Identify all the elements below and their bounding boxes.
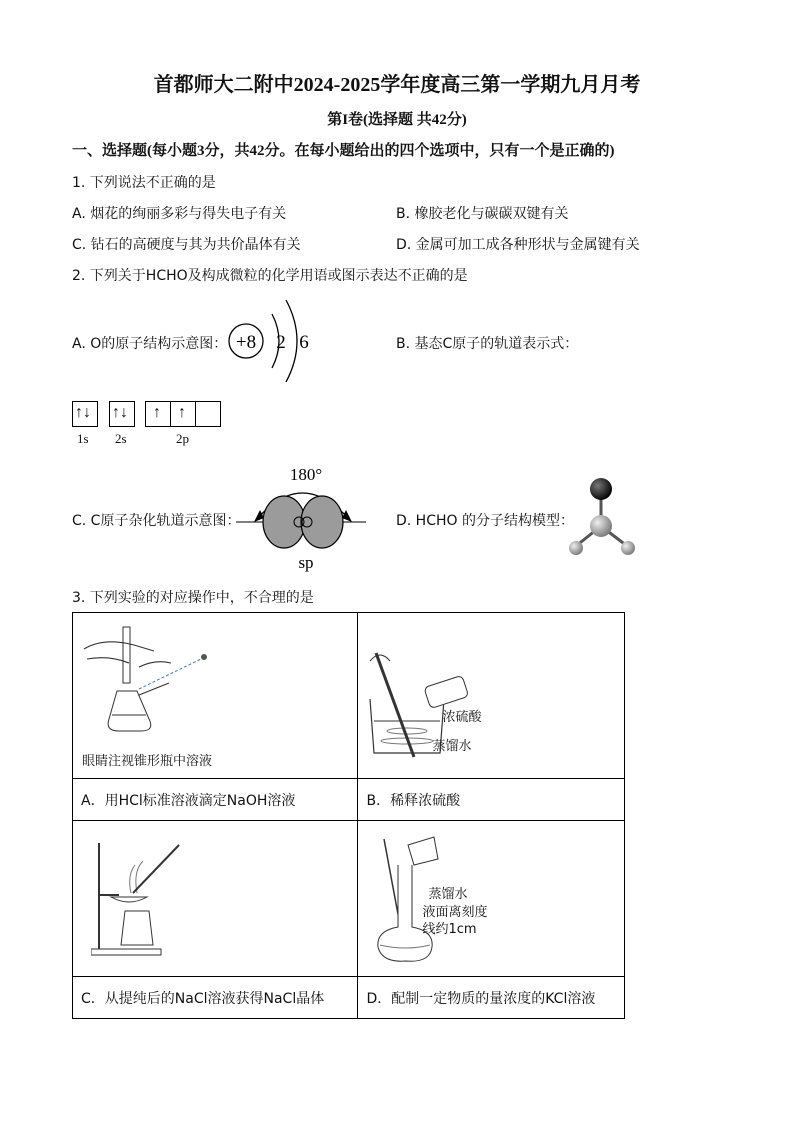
cell-d-note-1cm: 线约1cm [422, 922, 477, 937]
question-2-option-b: B. 基态C原子的轨道表示式： [396, 336, 579, 352]
evaporation-illustration [91, 835, 201, 960]
question-1-stem: 1. 下列说法不正确的是 [72, 175, 216, 191]
sp-hybrid-orbital-diagram [236, 458, 366, 573]
orbital-box-1s: ↑↓ [72, 401, 98, 427]
question-2-option-a: A. O的原子结构示意图： [72, 336, 228, 352]
question-3-stem: 3. 下列实验的对应操作中，不合理的是 [72, 590, 314, 606]
question-1-option-b: B. 橡胶老化与碳碳双键有关 [396, 206, 569, 222]
section-instructions: 一、选择题(每小题3分，共42分。在每小题给出的四个选项中，只有一个是正确的) [72, 143, 615, 159]
shell-2-electrons: 6 [299, 332, 309, 353]
angle-label: 180° [289, 465, 323, 484]
cell-b-image [358, 613, 625, 779]
hcho-molecule-model [564, 474, 640, 558]
orbital-box-2p-3 [195, 401, 221, 427]
label-2s: 2s [115, 431, 127, 446]
question-2-option-c: C. C原子杂化轨道示意图： [72, 513, 241, 529]
hydrogen-atom [569, 541, 583, 555]
question-1-option-c: C. 钻石的高硬度与其为共价晶体有关 [72, 237, 301, 253]
oxygen-atom [590, 478, 612, 500]
cell-d-note-level: 液面离刻度 [422, 905, 488, 920]
cell-a-caption: A．用HCl标准溶液滴定NaOH溶液 [73, 779, 358, 821]
question-1-option-d: D. 金属可加工成各种形状与金属键有关 [396, 237, 640, 253]
question-2-stem: 2. 下列关于HCHO及构成微粒的化学用语或图示表达不正确的是 [72, 268, 468, 284]
question-1-option-a: A. 烟花的绚丽多彩与得失电子有关 [72, 206, 287, 222]
carbon-orbital-diagram [72, 401, 232, 451]
cell-d-caption: D．配制一定物质的量浓度的KCl溶液 [358, 977, 625, 1019]
cell-d-image [358, 821, 625, 977]
hydrogen-atom [621, 541, 635, 555]
label-1s: 1s [77, 431, 89, 446]
section-subtitle: 第I卷(选择题 共42分) [327, 112, 467, 128]
cell-c-caption: C．从提纯后的NaCl溶液获得NaCl晶体 [73, 977, 358, 1019]
orbital-box-2p-2: ↑ [170, 401, 196, 427]
cell-a-note: 眼睛注视锥形瓶中溶液 [82, 754, 213, 769]
cell-b-note-water: 蒸馏水 [432, 739, 472, 754]
hybrid-label: sp [298, 553, 314, 572]
cell-a-image [73, 613, 358, 779]
label-2p: 2p [176, 431, 189, 446]
cell-b-caption: B．稀释浓硫酸 [358, 779, 625, 821]
nucleus-charge: +8 [235, 332, 257, 353]
cell-d-note-water: 蒸馏水 [428, 887, 468, 902]
page-title: 首都师大二附中2024-2025学年度高三第一学期九月月考 [153, 74, 641, 96]
experiment-table [72, 612, 625, 1019]
question-2-option-d: D. HCHO 的分子结构模型： [396, 513, 574, 529]
orbital-box-2s: ↑↓ [109, 401, 135, 427]
oxygen-atom-structure-diagram [226, 296, 316, 386]
cell-c-image [73, 821, 358, 977]
titration-illustration [79, 619, 219, 749]
orbital-box-2p-1: ↑ [145, 401, 171, 427]
cell-b-note-acid: 浓硫酸 [442, 710, 482, 725]
carbon-atom [590, 515, 612, 537]
shell-1-electrons: 2 [276, 332, 286, 353]
